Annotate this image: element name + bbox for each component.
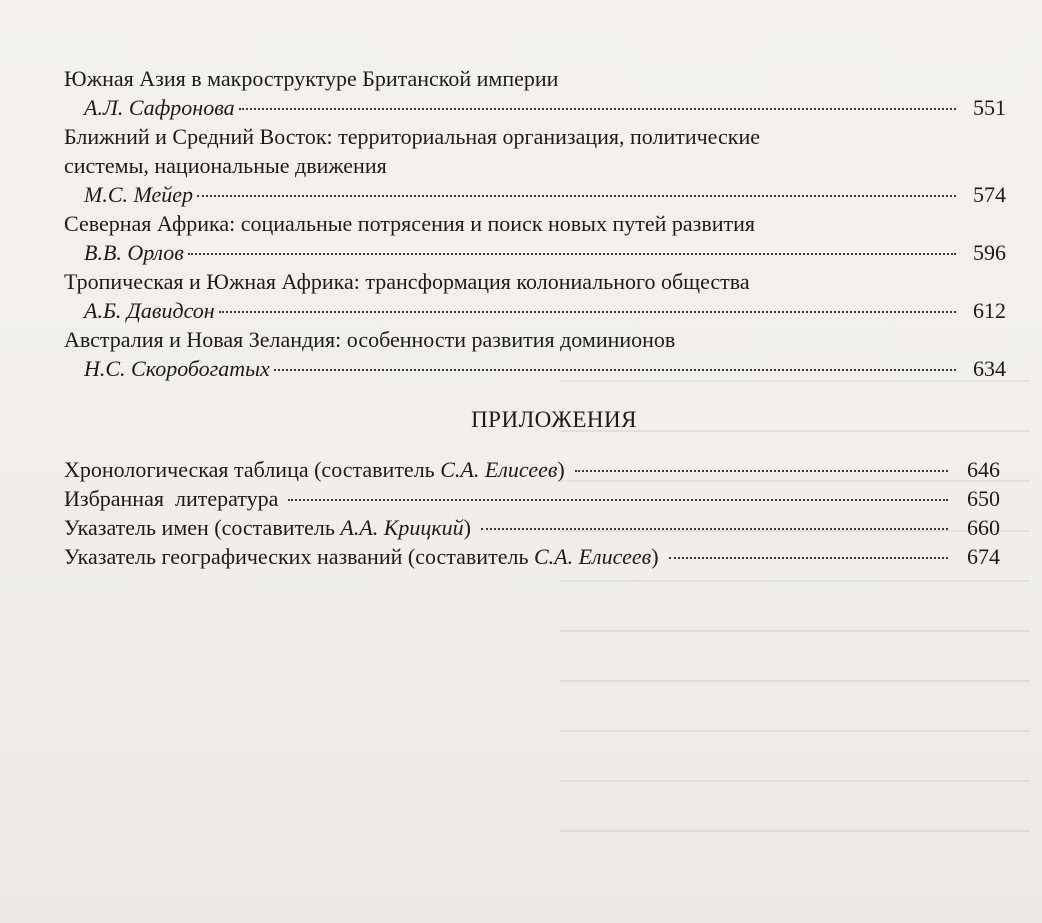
- toc-entry: [64, 209, 1006, 267]
- dot-leader: [288, 499, 948, 501]
- entry-author: А.Л. Сафронова: [84, 95, 235, 120]
- toc-entry: [64, 325, 1006, 383]
- entry-page-number: 634: [973, 356, 1006, 381]
- appendix-item: [64, 542, 1006, 571]
- entry-author-row: [64, 180, 1006, 209]
- dot-leader: [239, 108, 956, 110]
- entry-title-continued: системы, национальные движения: [64, 153, 387, 178]
- entry-page-number: 612: [973, 298, 1006, 323]
- table-of-contents: [64, 64, 1006, 571]
- entry-author-row: [64, 93, 1006, 122]
- entry-title: Австралия и Новая Зеландия: особенности развития доминионов: [64, 327, 676, 352]
- entry-title: Северная Африка: социальные потрясения и поиск новых путей развития: [64, 211, 756, 236]
- entry-page-number: 596: [973, 240, 1006, 265]
- entry-author-row: [64, 238, 1006, 267]
- entry-page-number: 551: [973, 95, 1006, 120]
- dot-leader: [575, 470, 948, 472]
- dot-leader: [188, 253, 956, 255]
- appendix-item: [64, 455, 1006, 484]
- entry-author-row: [64, 296, 1006, 325]
- entry-page-number: 574: [973, 182, 1006, 207]
- appendix-item-compiler: С.А. Елисеев: [440, 457, 558, 482]
- entry-title: Ближний и Средний Восток: территориальная организация, политические: [64, 124, 760, 149]
- appendix-item: [64, 513, 1006, 542]
- entry-author: В.В. Орлов: [84, 240, 184, 265]
- toc-entry: [64, 267, 1006, 325]
- appendix-item: [64, 484, 1006, 513]
- appendix-item-text: Указатель географических названий (составитель С.А. Елисеев): [64, 544, 659, 569]
- entry-author: М.С. Мейер: [84, 182, 194, 207]
- entry-title: Тропическая и Южная Африка: трансформация колониального общества: [64, 269, 750, 294]
- appendix-item-text: Избранная литература: [64, 486, 279, 511]
- dot-leader: [197, 195, 956, 197]
- toc-entry: [64, 122, 1006, 209]
- dot-leader: [219, 311, 956, 313]
- appendix-page-number: 646: [967, 457, 1000, 482]
- appendix-page-number: 650: [967, 486, 1000, 511]
- entry-author-row: [64, 354, 1006, 383]
- appendix-item-text: Хронологическая таблица (составитель С.А. Елисеев): [64, 457, 565, 482]
- dot-leader: [481, 528, 948, 530]
- appendix-item-compiler: С.А. Елисеев: [533, 544, 652, 569]
- entry-author: А.Б. Давидсон: [84, 298, 215, 323]
- appendix-item-text: Указатель имен (составитель А.А. Крицкий): [64, 515, 471, 540]
- dot-leader: [669, 557, 948, 559]
- appendix-item-compiler: А.А. Крицкий: [340, 515, 464, 540]
- dot-leader: [274, 369, 956, 371]
- appendix-page-number: 660: [967, 515, 1000, 540]
- appendix-heading: ПРИЛОЖЕНИЯ: [471, 407, 637, 432]
- appendix-page-number: 674: [967, 544, 1000, 569]
- toc-entry: [64, 64, 1006, 122]
- entry-title: Южная Азия в макроструктуре Британской империи: [64, 66, 559, 91]
- entry-author: Н.С. Скоробогатых: [84, 356, 270, 381]
